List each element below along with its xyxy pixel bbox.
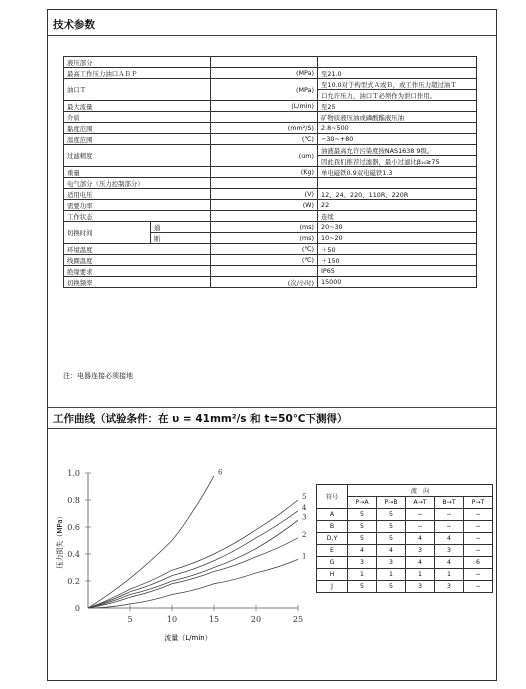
flow-col-header: A→T bbox=[406, 497, 435, 509]
flow-cell: − bbox=[435, 509, 464, 521]
series-label-2: 2 bbox=[302, 530, 307, 539]
spec-value: −30~+80 bbox=[318, 134, 477, 145]
series-label-5: 5 bbox=[302, 493, 307, 501]
flow-cell: 3 bbox=[377, 557, 406, 569]
spec-value: IP65 bbox=[318, 266, 477, 277]
flow-cell: 4 bbox=[348, 545, 377, 557]
x-tick-label: 15 bbox=[208, 615, 220, 624]
spec-value: 22 bbox=[318, 200, 477, 211]
spec-label: 电气部分（压力控制部分） bbox=[64, 178, 211, 189]
spec-label: 液压部分 bbox=[64, 57, 211, 68]
x-tick-label: 25 bbox=[292, 615, 304, 624]
spec-label: 介质 bbox=[64, 112, 211, 123]
spec-value: 2.8~500 bbox=[318, 123, 477, 134]
spec-unit: (ms) bbox=[211, 233, 318, 244]
flow-cell: 4 bbox=[406, 533, 435, 545]
spec-value: 单电磁铁0.9双电磁铁1.3 bbox=[318, 167, 477, 178]
spec-unit: (mm²/S) bbox=[211, 123, 318, 134]
flow-row-symbol: A bbox=[317, 509, 348, 521]
flow-cell: 1 bbox=[435, 569, 464, 581]
spec-section-title: 技术参数 bbox=[48, 14, 496, 36]
spec-value: 10~20 bbox=[318, 233, 477, 244]
flow-row-symbol: D,Y bbox=[317, 533, 348, 545]
series-label-4: 4 bbox=[302, 503, 307, 512]
x-tick-label: 5 bbox=[127, 615, 133, 624]
flow-cell: 5 bbox=[377, 509, 406, 521]
spec-label: 工作状态 bbox=[64, 211, 211, 222]
spec-value: 至21.0 bbox=[318, 68, 477, 79]
spec-unit: (℃) bbox=[211, 134, 318, 145]
flow-row bbox=[317, 581, 493, 593]
flow-row-symbol: H bbox=[317, 569, 348, 581]
flow-cell: 5 bbox=[377, 533, 406, 545]
spec-value: 因此我们推荐过滤器，最小过滤比β₁₀≥75 bbox=[318, 156, 477, 167]
spec-label: 黏度范围 bbox=[64, 123, 211, 134]
spec-label: 温度范围 bbox=[64, 134, 211, 145]
flow-row-symbol: E bbox=[317, 545, 348, 557]
flow-cell: 5 bbox=[348, 533, 377, 545]
spec-label: 油口Ｔ bbox=[64, 79, 211, 101]
flow-row bbox=[317, 557, 493, 569]
flow-col-header: P→T bbox=[464, 497, 493, 509]
series-line-2 bbox=[88, 538, 298, 608]
spec-value: 12、24、220、110R、220R bbox=[318, 189, 477, 200]
flow-cell: 1 bbox=[377, 569, 406, 581]
spec-unit: (V) bbox=[211, 189, 318, 200]
flow-cell: 3 bbox=[435, 545, 464, 557]
y-tick-label: 0.6 bbox=[67, 523, 80, 532]
series-label-6: 6 bbox=[218, 468, 223, 477]
curve-section-title: 工作曲线（试验条件：在 υ = 41mm²/s 和 t=50℃下测得） bbox=[48, 407, 496, 429]
flow-row bbox=[317, 533, 493, 545]
flow-cell: − bbox=[464, 509, 493, 521]
series-line-6 bbox=[88, 476, 214, 608]
spec-value: 油液最高允许污染度按NAS1638 9级。 bbox=[318, 145, 477, 156]
flow-cell: 5 bbox=[348, 509, 377, 521]
spec-note: 注：电器连接必须接地 bbox=[63, 372, 133, 380]
flow-cell: 4 bbox=[377, 545, 406, 557]
flow-symbol-header: 符号 bbox=[317, 485, 348, 509]
flow-cell: 4 bbox=[435, 557, 464, 569]
flow-cell: − bbox=[435, 521, 464, 533]
spec-value: 矿物质液压油或磷酸酯液压油 bbox=[318, 112, 477, 123]
y-tick-label: 0.4 bbox=[67, 550, 80, 559]
spec-unit: (℃) bbox=[211, 255, 318, 266]
spec-label: 线圈温度 bbox=[64, 255, 211, 266]
flow-row-symbol: G bbox=[317, 557, 348, 569]
x-tick-label: 20 bbox=[250, 615, 262, 624]
flow-row bbox=[317, 569, 493, 581]
spec-unit: (℃) bbox=[211, 244, 318, 255]
flow-cell: 4 bbox=[406, 557, 435, 569]
flow-cell: 3 bbox=[406, 545, 435, 557]
flow-cell: 1 bbox=[406, 569, 435, 581]
spec-value: 至25 bbox=[318, 101, 477, 112]
flow-cell: 5 bbox=[377, 521, 406, 533]
y-tick-label: 1.0 bbox=[67, 469, 80, 478]
spec-value: 20~30 bbox=[318, 222, 477, 233]
y-tick-label: 0.8 bbox=[67, 496, 80, 505]
spec-unit: (W) bbox=[211, 200, 318, 211]
spec-label: 适用电压 bbox=[64, 189, 211, 200]
spec-value: 15000 bbox=[318, 277, 477, 288]
spec-value: 连续 bbox=[318, 211, 477, 222]
flow-header-row bbox=[317, 485, 493, 497]
spec-value: ＋150 bbox=[318, 255, 477, 266]
flow-cell: − bbox=[464, 581, 493, 593]
spec-unit: (MPa) bbox=[211, 68, 318, 79]
flow-cell: 3 bbox=[348, 557, 377, 569]
spec-label: 最高工作压力油口ＡＢＰ bbox=[64, 68, 211, 79]
page-frame bbox=[47, 9, 497, 681]
spec-sublabel: 断 bbox=[151, 233, 211, 244]
series-label-1: 1 bbox=[302, 552, 307, 561]
spec-label: 过滤精度 bbox=[64, 145, 211, 167]
flow-cell: 1 bbox=[348, 569, 377, 581]
flow-row bbox=[317, 521, 493, 533]
flow-cell: 5 bbox=[348, 521, 377, 533]
flow-col-header: B→T bbox=[435, 497, 464, 509]
flow-cell: − bbox=[464, 533, 493, 545]
series-label-3: 3 bbox=[302, 513, 307, 522]
flow-cell: − bbox=[464, 521, 493, 533]
spec-value: 至10.0对于构型式Ａ或Ｂ，或工作压力超过油Ｔ bbox=[318, 79, 477, 90]
flow-cell: 4 bbox=[435, 533, 464, 545]
spec-label: 绝缘要求 bbox=[64, 266, 211, 277]
flow-direction-table bbox=[316, 484, 493, 593]
spec-label: 切换频率 bbox=[64, 277, 211, 288]
flow-row-symbol: B bbox=[317, 521, 348, 533]
x-axis-label: 流量（L/min） bbox=[164, 634, 212, 642]
y-tick-label: 0.2 bbox=[67, 577, 80, 586]
flow-row bbox=[317, 509, 493, 521]
spec-unit: (MPa) bbox=[211, 79, 318, 101]
flow-cell: − bbox=[406, 509, 435, 521]
flow-col-header: P→B bbox=[377, 497, 406, 509]
flow-cell: − bbox=[464, 569, 493, 581]
spec-value: ＋50 bbox=[318, 244, 477, 255]
spec-label: 环境温度 bbox=[64, 244, 211, 255]
x-tick-label: 10 bbox=[166, 615, 178, 624]
flow-row-symbol: J bbox=[317, 581, 348, 593]
spec-unit: (ms) bbox=[211, 222, 318, 233]
spec-unit: (um) bbox=[211, 145, 318, 167]
flow-cell: 6 bbox=[464, 557, 493, 569]
spec-unit: (Kg) bbox=[211, 167, 318, 178]
spec-label: 最大流量 bbox=[64, 101, 211, 112]
spec-label: 重量 bbox=[64, 167, 211, 178]
spec-unit: (L/min) bbox=[211, 101, 318, 112]
flow-col-header: P→A bbox=[348, 497, 377, 509]
spec-unit: (次/小时) bbox=[211, 277, 318, 288]
flow-cell: − bbox=[406, 521, 435, 533]
y-tick-label: 0 bbox=[74, 604, 80, 613]
spec-sublabel: 通 bbox=[151, 222, 211, 233]
flow-cell: 3 bbox=[406, 581, 435, 593]
spec-value: 口允许压力，油口Ｔ必须作为泄口作用。 bbox=[318, 90, 477, 101]
series-line-5 bbox=[88, 500, 298, 608]
flow-cell: 3 bbox=[435, 581, 464, 593]
flow-cell: 5 bbox=[377, 581, 406, 593]
spec-label: 切换时间 bbox=[64, 222, 151, 244]
y-axis-label: 压力损失（MPa） bbox=[56, 512, 64, 569]
flow-cell: − bbox=[464, 545, 493, 557]
flow-cell: 5 bbox=[348, 581, 377, 593]
series-line-4 bbox=[88, 511, 298, 608]
spec-label: 需要功率 bbox=[64, 200, 211, 211]
flow-row bbox=[317, 545, 493, 557]
flow-direction-header: 流 向 bbox=[348, 485, 493, 497]
